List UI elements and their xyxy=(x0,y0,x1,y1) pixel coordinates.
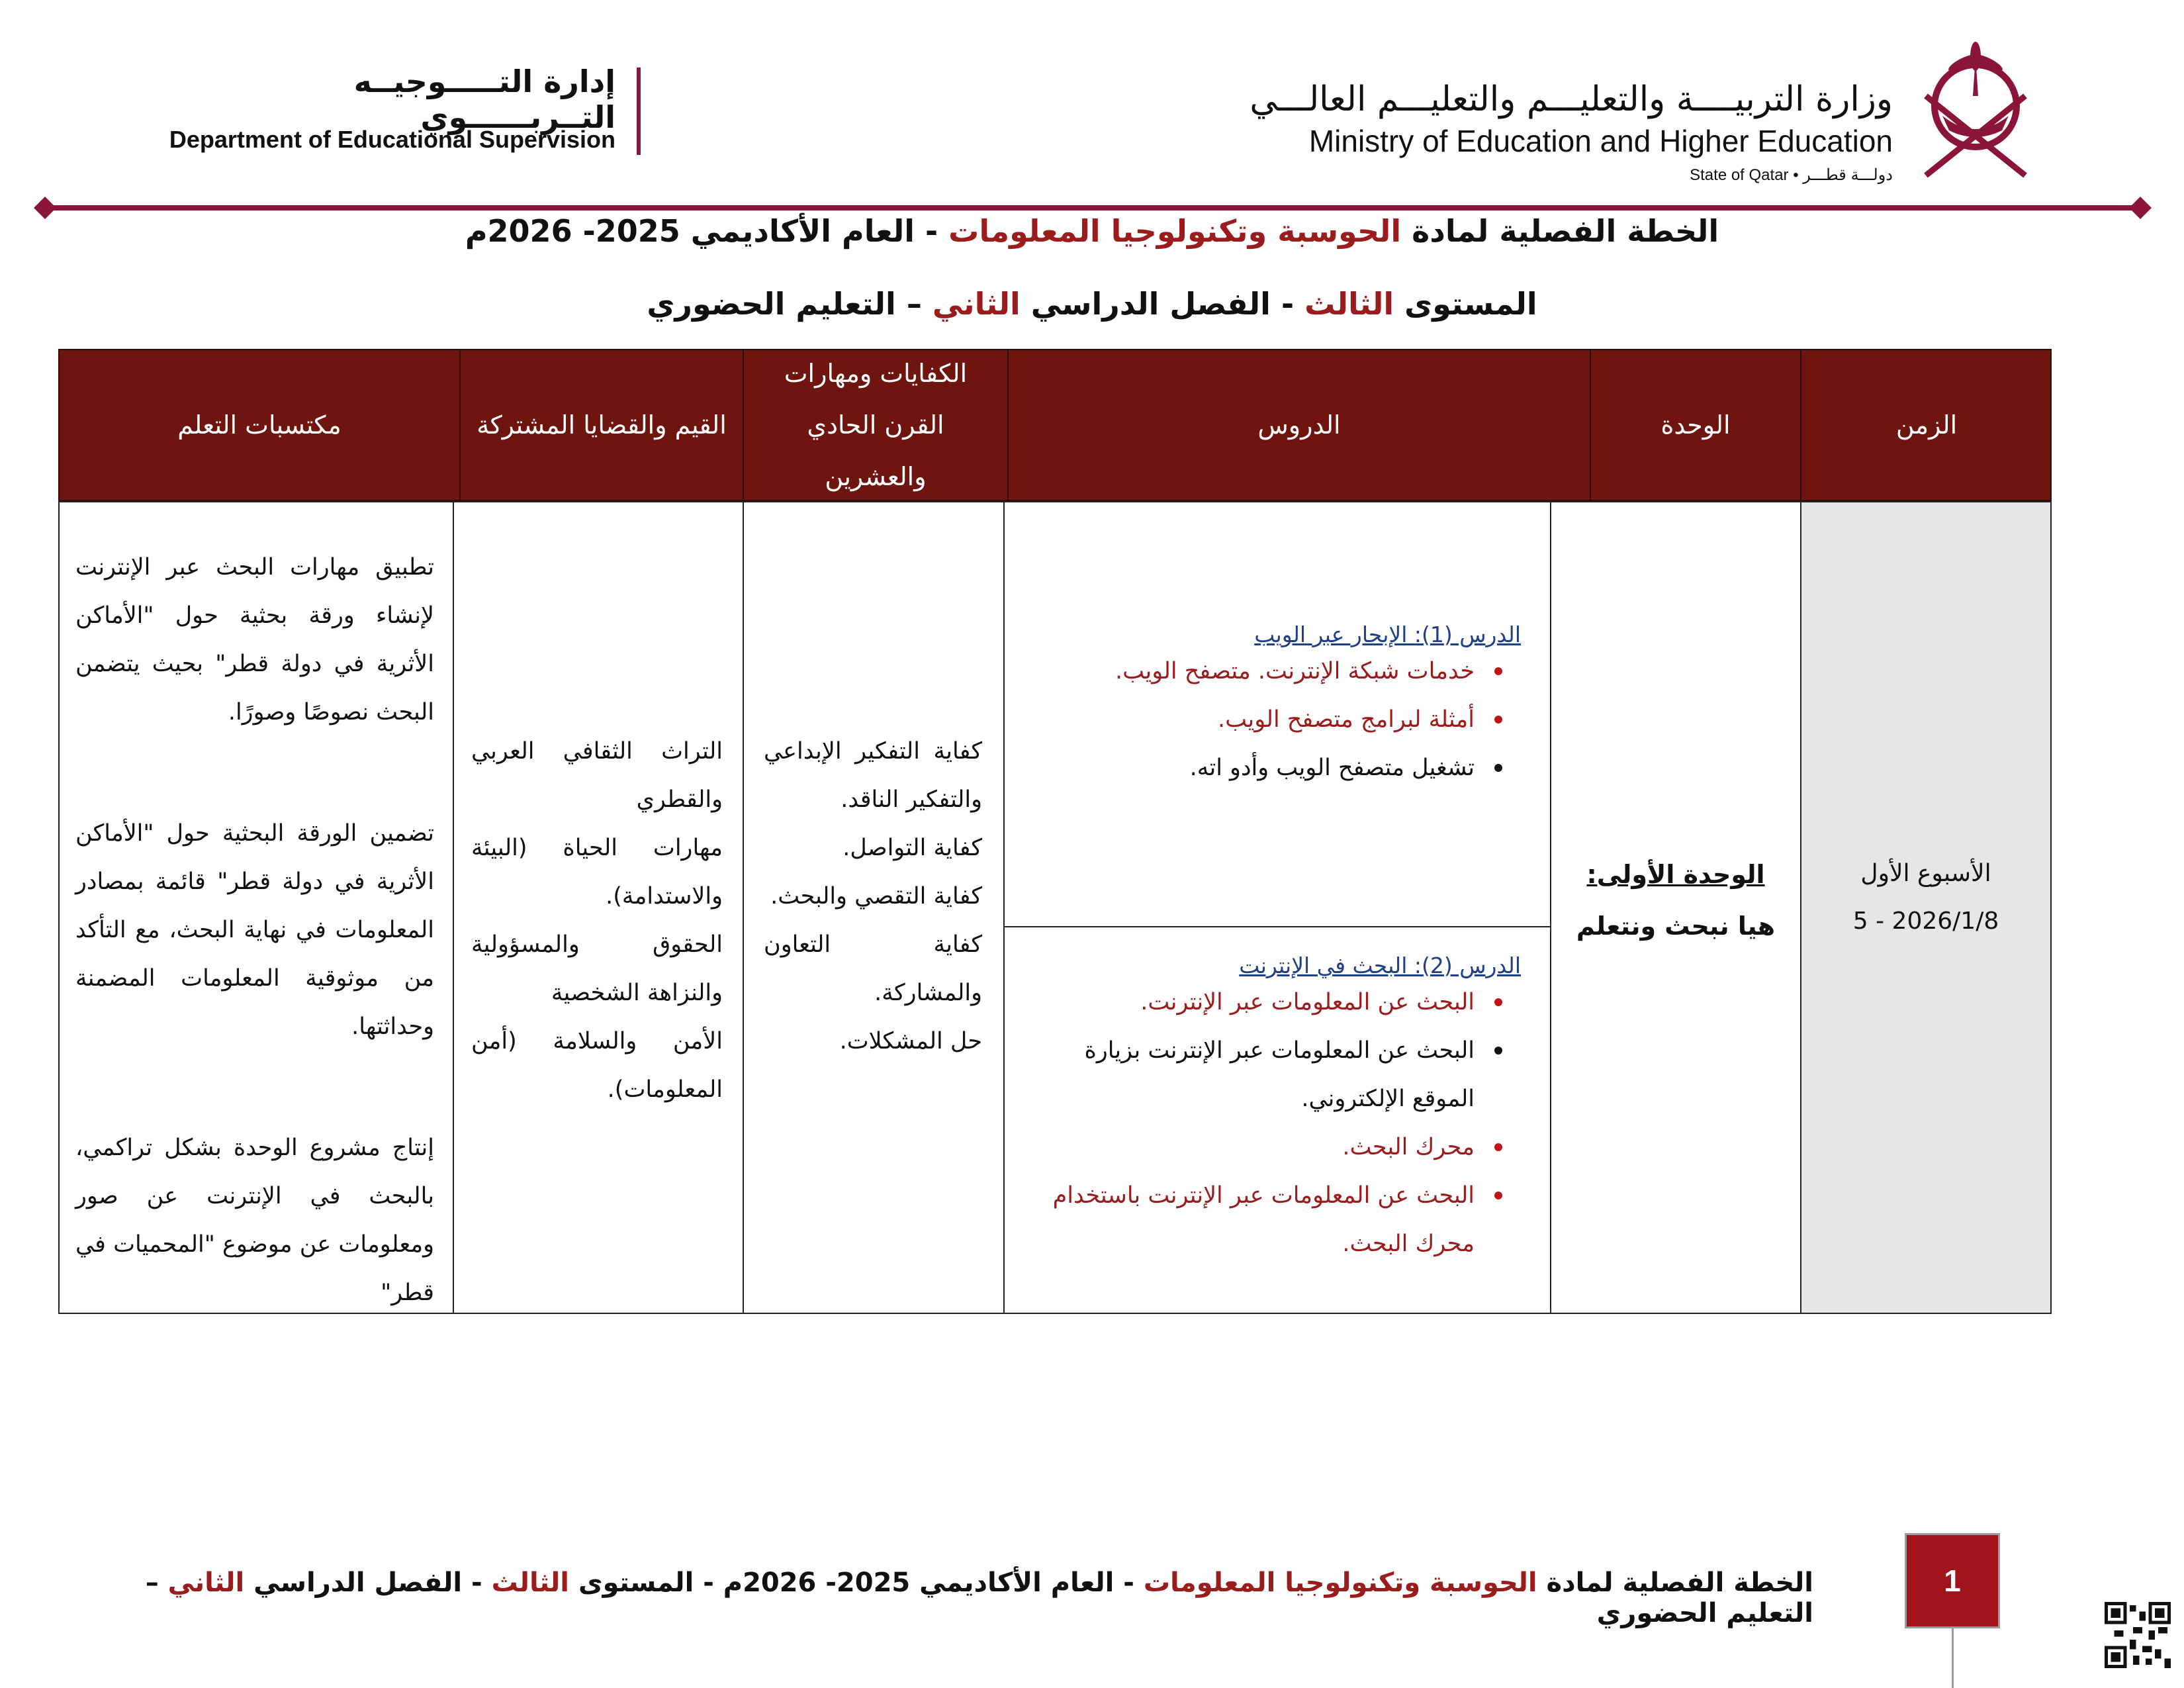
values-item: التراث الثقافي العربي والقطري xyxy=(471,738,723,813)
unit-cell xyxy=(1550,502,1800,1313)
outcomes-cell xyxy=(60,502,453,1313)
department-name-arabic: إدارة التـــــوجيــه التــربــــــوي xyxy=(353,64,615,135)
lesson-2 xyxy=(1018,953,1521,1268)
week-dates: 5 - 2026/1/8 xyxy=(1852,908,1999,935)
competencies-item: حل المشكلات. xyxy=(839,1028,982,1055)
header-lessons: الدروس xyxy=(1007,350,1590,500)
ministry-name-arabic: وزارة التربيــــة والتعليـــم والتعليـــم العالـــي xyxy=(1250,79,1893,119)
footer-title: الخطة الفصلية لمادة الحوسبة وتكنولوجيا المعلومات - العام الأكاديمي 2025- 2026م - المستوى الثالث - الفصل الدراسي الثاني – التعليم الحضوري xyxy=(145,1568,1813,1628)
values-list xyxy=(471,727,723,1114)
lesson-topic-item: البحث عن المعلومات عبر الإنترنت باستخدام محرك البحث. xyxy=(1018,1172,1521,1268)
page-number: 1 xyxy=(1905,1533,2000,1628)
plan-title: الخطة الفصلية لمادة الحوسبة وتكنولوجيا المعلومات - العام الأكاديمي 2025- 2026م xyxy=(465,213,1719,249)
competencies-item: كفاية التعاون والمشاركة. xyxy=(764,931,982,1006)
values-item: الحقوق والمسؤولية والنزاهة الشخصية xyxy=(471,931,723,1006)
unit-name: هيا نبحث ونتعلم xyxy=(1576,912,1776,941)
lessons-divider xyxy=(1005,926,1550,927)
values-item: الأمن والسلامة (أمن المعلومات). xyxy=(471,1028,723,1103)
values-cell xyxy=(453,502,743,1313)
values-item: مهارات الحياة (البيئة والاستدامة). xyxy=(471,835,723,910)
lesson-1-topics xyxy=(1018,647,1521,792)
qr-code-icon xyxy=(2105,1602,2171,1668)
lesson-topic-item: محرك البحث. xyxy=(1018,1123,1521,1172)
competencies-item: كفاية التفكير الإبداعي والتفكير الناقد. xyxy=(764,738,982,813)
header-competencies: الكفايات ومهارات القرن الحادي والعشرين xyxy=(743,350,1007,500)
lesson-1-title: الدرس (1): الإبحار عبر الويب xyxy=(1254,622,1521,647)
lesson-topic-item: أمثلة لبرامج متصفح الويب. xyxy=(1018,696,1521,744)
header-unit: الوحدة xyxy=(1590,350,1800,500)
lesson-2-title: الدرس (2): البحث في الإنترنت xyxy=(1239,953,1521,978)
plan-subtitle: المستوى الثالث - الفصل الدراسي الثاني – التعليم الحضوري xyxy=(647,286,1537,322)
department-name-english: Department of Educational Supervision xyxy=(169,126,615,153)
lesson-topic-item: تشغيل متصفح الويب وأدو اته. xyxy=(1018,744,1521,792)
header-time: الزمن xyxy=(1800,350,2052,500)
week-label: الأسبوع الأول xyxy=(1860,860,1991,887)
unit-title: الوحدة الأولى: xyxy=(1586,860,1765,889)
outcomes-item: تطبيق مهارات البحث عبر الإنترنت لإنشاء ورقة بحثية حول "الأماكن الأثرية في دولة قطر" بحيث يتضمن البحث نصوصًا وصورًا. xyxy=(75,554,434,726)
page-number-line xyxy=(1952,1628,1954,1688)
lesson-1 xyxy=(1018,622,1521,792)
lesson-2-topics xyxy=(1018,978,1521,1268)
outcomes-item: تضمين الورقة البحثية حول "الأماكن الأثرية في دولة قطر" قائمة بمصادر المعلومات في نهاية البحث، مع التأكد من موثوقية المعلومات المضمنة وحداثتها. xyxy=(75,820,434,1040)
outcomes-list xyxy=(75,543,434,1317)
lesson-topic-item: البحث عن المعلومات عبر الإنترنت. xyxy=(1018,978,1521,1027)
ministry-name-english: Ministry of Education and Higher Education xyxy=(1308,124,1893,158)
competencies-item: كفاية التواصل. xyxy=(842,835,982,861)
outcomes-item: إنتاج مشروع الوحدة بشكل تراكمي، بالبحث في الإنترنت عن صور ومعلومات عن موضوع "المحميات في قطر" xyxy=(75,1135,434,1306)
lesson-topic-item: البحث عن المعلومات عبر الإنترنت بزيارة الموقع الإلكتروني. xyxy=(1018,1027,1521,1123)
competencies-cell xyxy=(743,502,1003,1313)
header-divider xyxy=(637,68,641,155)
qatar-emblem-icon xyxy=(1906,36,2045,189)
lesson-topic-item: خدمات شبكة الإنترنت. متصفح الويب. xyxy=(1018,647,1521,696)
competencies-item: كفاية التقصي والبحث. xyxy=(770,883,982,910)
header-values: القيم والقضايا المشتركة xyxy=(459,350,743,500)
table-header-row xyxy=(58,349,2052,501)
header-rule xyxy=(46,205,2138,211)
competencies-list xyxy=(764,727,982,1066)
state-label: State of Qatar • دولـــة قطـــر xyxy=(1690,166,1893,184)
time-cell xyxy=(1800,502,2050,1313)
lessons-cell xyxy=(1003,502,1550,1313)
table-row xyxy=(58,501,2052,1314)
header-outcomes: مكتسبات التعلم xyxy=(177,410,341,440)
